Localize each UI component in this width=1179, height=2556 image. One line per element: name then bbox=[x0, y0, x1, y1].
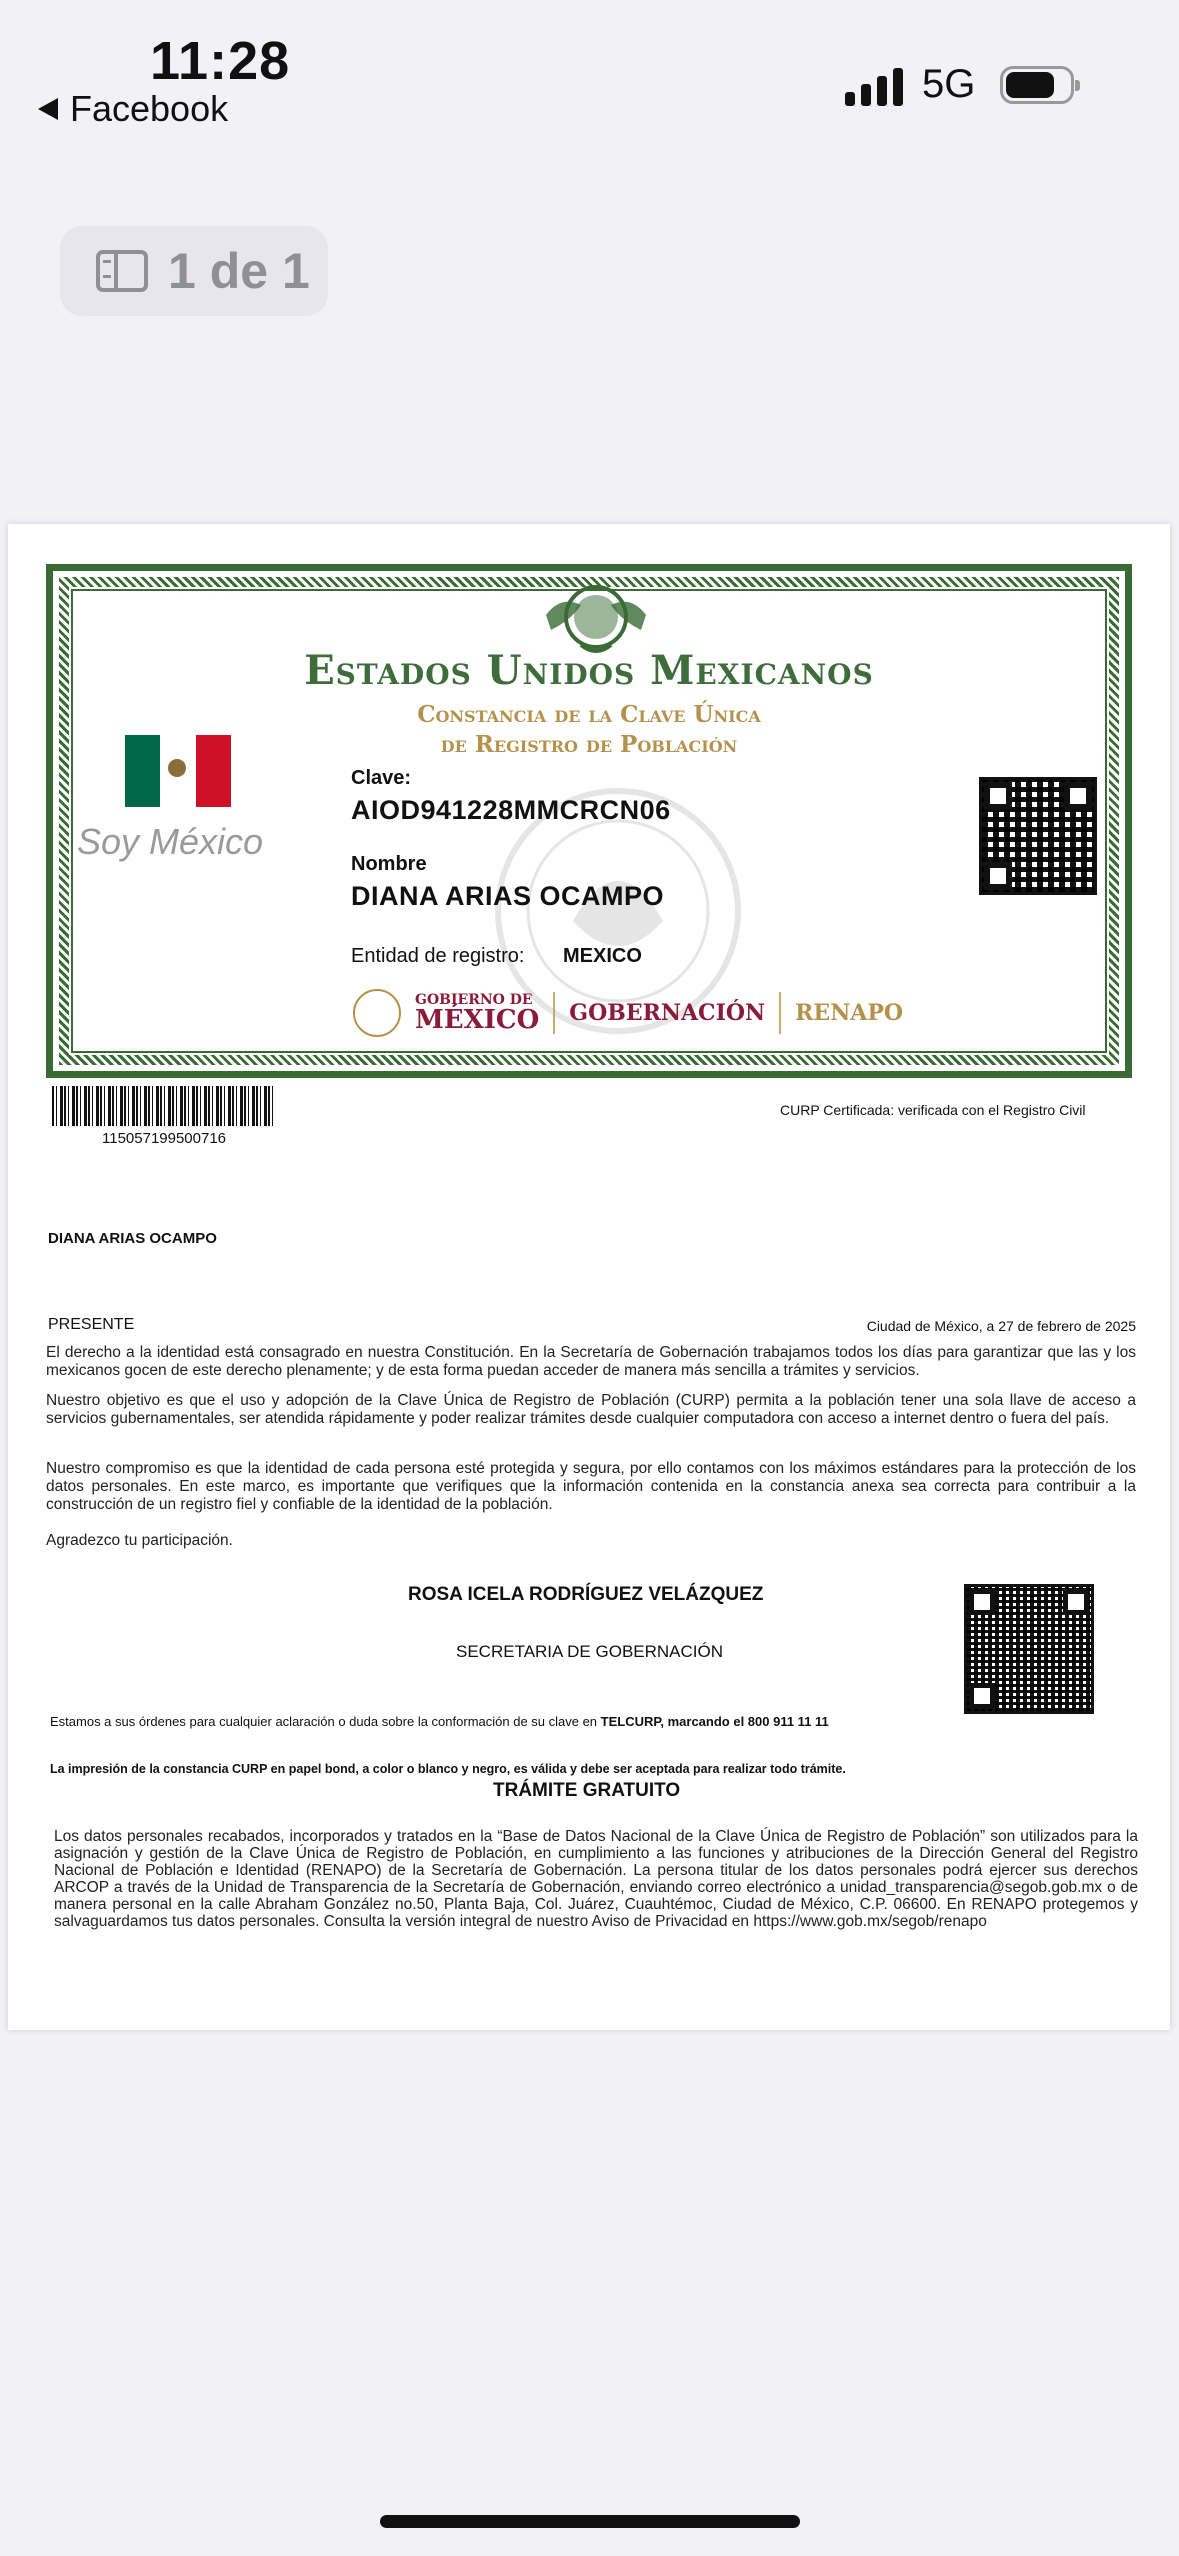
sidebar-icon bbox=[96, 250, 148, 292]
letter-date: Ciudad de México, a 27 de febrero de 2025 bbox=[866, 1318, 1136, 1334]
certificate-subtitle-1: Constancia de la Clave Única bbox=[417, 701, 761, 728]
mexico-flag bbox=[125, 735, 231, 807]
entidad-value: MEXICO bbox=[563, 945, 642, 967]
gobernacion-logo: GOBERNACIÓN bbox=[569, 1000, 766, 1026]
curp-certificate bbox=[46, 564, 1132, 1078]
certificate-subtitle-2: de Registro de Población bbox=[440, 731, 738, 758]
status-time: 11:28 bbox=[150, 31, 291, 91]
network-type: 5G bbox=[922, 62, 976, 106]
signer-name: ROSA ICELA RODRÍGUEZ VELÁZQUEZ bbox=[408, 1584, 764, 1605]
clave-value: AIOD941228MMCRCN06 bbox=[351, 795, 671, 825]
thanks-line: Agradezco tu participación. bbox=[46, 1532, 233, 1549]
contact-line: Estamos a sus órdenes para cualquier aclaración o duda sobre la conformación de su clave en TELCURP, marcando el 800 911 11 11 bbox=[50, 1714, 829, 1729]
barcode-number: 115057199500716 bbox=[102, 1130, 227, 1147]
signature-qr-code bbox=[964, 1584, 1094, 1714]
free-procedure-label: TRÁMITE GRATUITO bbox=[493, 1780, 681, 1801]
nombre-label: Nombre bbox=[351, 853, 427, 875]
document-page[interactable] bbox=[8, 524, 1170, 2030]
battery-icon bbox=[1000, 66, 1074, 104]
certified-note: CURP Certificada: verificada con el Registro Civil bbox=[780, 1102, 1086, 1118]
paragraph-3: Nuestro compromiso es que la identidad de cada persona esté protegida y segura, por ello contamos con los máximos estándares para la protección de los datos personales. En este marco, es importante que verifiques que la información contenida en la constancia anexa sea correcta para contribuir a la construcción de un registro fiel y confiable de la identidad de la población. bbox=[46, 1460, 1136, 1513]
page-indicator-button[interactable] bbox=[60, 226, 328, 316]
gobierno-logo: GOBIERNO DE MÉXICO bbox=[415, 992, 540, 1035]
home-indicator[interactable] bbox=[380, 2515, 800, 2528]
certificate-qr-code bbox=[979, 777, 1097, 895]
barcode bbox=[52, 1086, 274, 1126]
renapo-logo: RENAPO bbox=[795, 1000, 904, 1026]
entidad-label: Entidad de registro: bbox=[351, 945, 525, 967]
nombre-value: DIANA ARIAS OCAMPO bbox=[351, 881, 665, 911]
gobierno-seal-icon bbox=[353, 989, 401, 1037]
paragraph-1: El derecho a la identidad está consagrado en nuestra Constitución. En la Secretaría de Gobernación trabajamos todos los días para garantizar que las y los mexicanos gocen de este derecho plenamente; y de esta forma puedan acceder de manera más sencilla a trámites y servicios. bbox=[46, 1344, 1136, 1379]
back-app-label: Facebook bbox=[70, 88, 229, 129]
signer-title: SECRETARIA DE GOBERNACIÓN bbox=[456, 1642, 724, 1661]
cellular-signal-icon bbox=[845, 68, 903, 106]
paragraph-2: Nuestro objetivo es que el uso y adopción de la Clave Única de Registro de Población (CURP) permita a la población tener una sola llave de acceso a servicios gubernamentales, ser atendida rápidamente y poder realizar trámites desde cualquier computadora con acceso a internet dentro o fuera del país. bbox=[46, 1392, 1136, 1427]
slogan: Soy México bbox=[77, 821, 264, 862]
back-triangle-icon bbox=[38, 98, 58, 120]
government-logos bbox=[353, 989, 903, 1037]
recipient-name: DIANA ARIAS OCAMPO bbox=[48, 1230, 217, 1247]
presente-label: PRESENTE bbox=[48, 1316, 135, 1333]
validity-note: La impresión de la constancia CURP en papel bond, a color o blanco y negro, es válida y debe ser aceptada para realizar todo trámite. bbox=[50, 1762, 846, 1776]
back-to-app-button[interactable] bbox=[38, 88, 228, 130]
certificate-title: Estados Unidos Mexicanos bbox=[304, 647, 874, 694]
clave-label: Clave: bbox=[351, 767, 412, 789]
page-indicator-label: 1 de 1 bbox=[168, 243, 310, 299]
privacy-notice: Los datos personales recabados, incorporados y tratados en la “Base de Datos Nacional de la Clave Única de Registro de Población” son utilizados para la asignación y gestión de la Clave Única de Registro de Población, en cumplimiento a las funciones y atribuciones de la Dirección General del Registro Nacional de Población e Identidad (RENAPO) de la Secretaría de Gobernación. La persona titular de los datos personales podrá ejercer sus derechos ARCOP a través de la Unidad de Transparencia de la Secretaría de Gobernación, enviando correo electrónico a unidad_transparencia@segob.gob.mx o de manera personal en la calle Abraham González no.50, Planta Baja, Col. Juárez, Cuauhtémoc, Ciudad de México, C.P. 06600. En RENAPO protegemos y salvaguardamos tus datos personales. Consulta la versión integral de nuestro Aviso de Privacidad en https://www.gob.mx/segob/renapo bbox=[54, 1828, 1138, 1930]
